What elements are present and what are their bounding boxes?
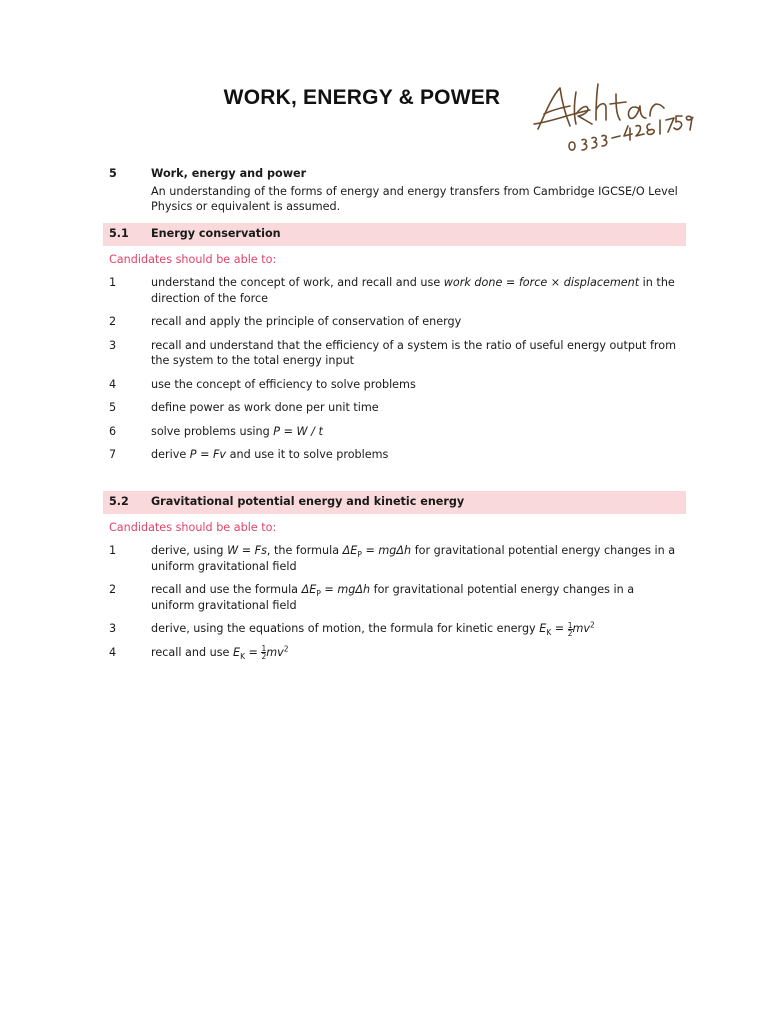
candidates-label: Candidates should be able to:	[109, 252, 277, 266]
list-item	[103, 400, 686, 416]
item-text: use the concept of efficiency to solve problems	[151, 377, 416, 391]
section-number: 5	[109, 167, 117, 180]
item-number: 2	[109, 315, 117, 328]
item-text: recall and use the formula $\Delta E_P = mg\Delta h$ for gravitational potential energy changes in a uniform gravitational field	[151, 583, 635, 612]
item-text: derive, using the equations of motion, the formula for kinetic energy $E_K$ = $\frac{1}{2}$ $mv^2$	[151, 620, 595, 638]
item-number: 5	[109, 401, 117, 414]
item-text: recall and understand that the efficiency of a system is the ratio of useful energy output from the system to the total energy input	[151, 338, 677, 367]
list-item	[103, 424, 686, 440]
item-text: derive P = Fv and use it to solve problems	[151, 448, 389, 461]
subsection-number: 5.1	[109, 227, 129, 241]
section-5-header	[103, 166, 686, 182]
item-number: 6	[109, 424, 117, 438]
item-number: 3	[109, 622, 117, 635]
item-text: recall and use $E_K$ = $\frac{1}{2}$ $mv^2$	[151, 643, 289, 661]
item-text: derive, using W = Fs, the formula $\Delta E_P = mg\Delta h$ for gravitational potential energy changes in a uniform gravitational field	[151, 544, 676, 573]
item-number: 4	[109, 645, 117, 659]
subsection-title: Energy conservation	[151, 227, 281, 241]
item-text: define power as work done per unit time	[151, 401, 379, 414]
subsection-title: Gravitational potential energy and kinetic energy	[151, 495, 465, 509]
list-item	[103, 338, 686, 369]
list-item	[103, 447, 686, 463]
item-text: recall and apply the principle of conservation of energy	[151, 315, 462, 328]
list-item	[103, 645, 686, 661]
list-item	[103, 543, 686, 574]
item-number: 4	[109, 377, 117, 391]
list-item	[103, 621, 686, 637]
item-number: 7	[109, 448, 117, 461]
section-title: Work, energy and power	[151, 167, 307, 180]
item-text: understand the concept of work, and recall and use work done = force × displacement in the direction of the force	[151, 276, 675, 305]
section-intro-text: An understanding of the forms of energy and energy transfers from Cambridge IGCSE/O Level Physics or equivalent is assumed.	[151, 184, 678, 213]
handwritten-signature	[530, 74, 700, 164]
list-item	[103, 582, 686, 613]
list-item	[103, 314, 686, 330]
subsection-number: 5.2	[109, 495, 129, 509]
subsection-5-2-header	[103, 491, 686, 514]
list-item	[103, 377, 686, 393]
section-intro	[103, 184, 686, 215]
subsection-5-1-header	[103, 223, 686, 246]
item-text: solve problems using P = W / t	[151, 424, 323, 438]
syllabus-content	[103, 166, 686, 660]
fraction: $\frac{1}{2}$	[567, 620, 573, 638]
item-number: 3	[109, 338, 117, 352]
fraction: $\frac{1}{2}$	[261, 644, 267, 661]
item-number: 1	[109, 544, 117, 557]
list-item	[103, 275, 686, 306]
candidates-label: Candidates should be able to:	[109, 520, 277, 534]
page-title: WORK, ENERGY & POWER	[223, 86, 501, 109]
item-number: 1	[109, 276, 117, 289]
item-number: 2	[109, 583, 117, 596]
